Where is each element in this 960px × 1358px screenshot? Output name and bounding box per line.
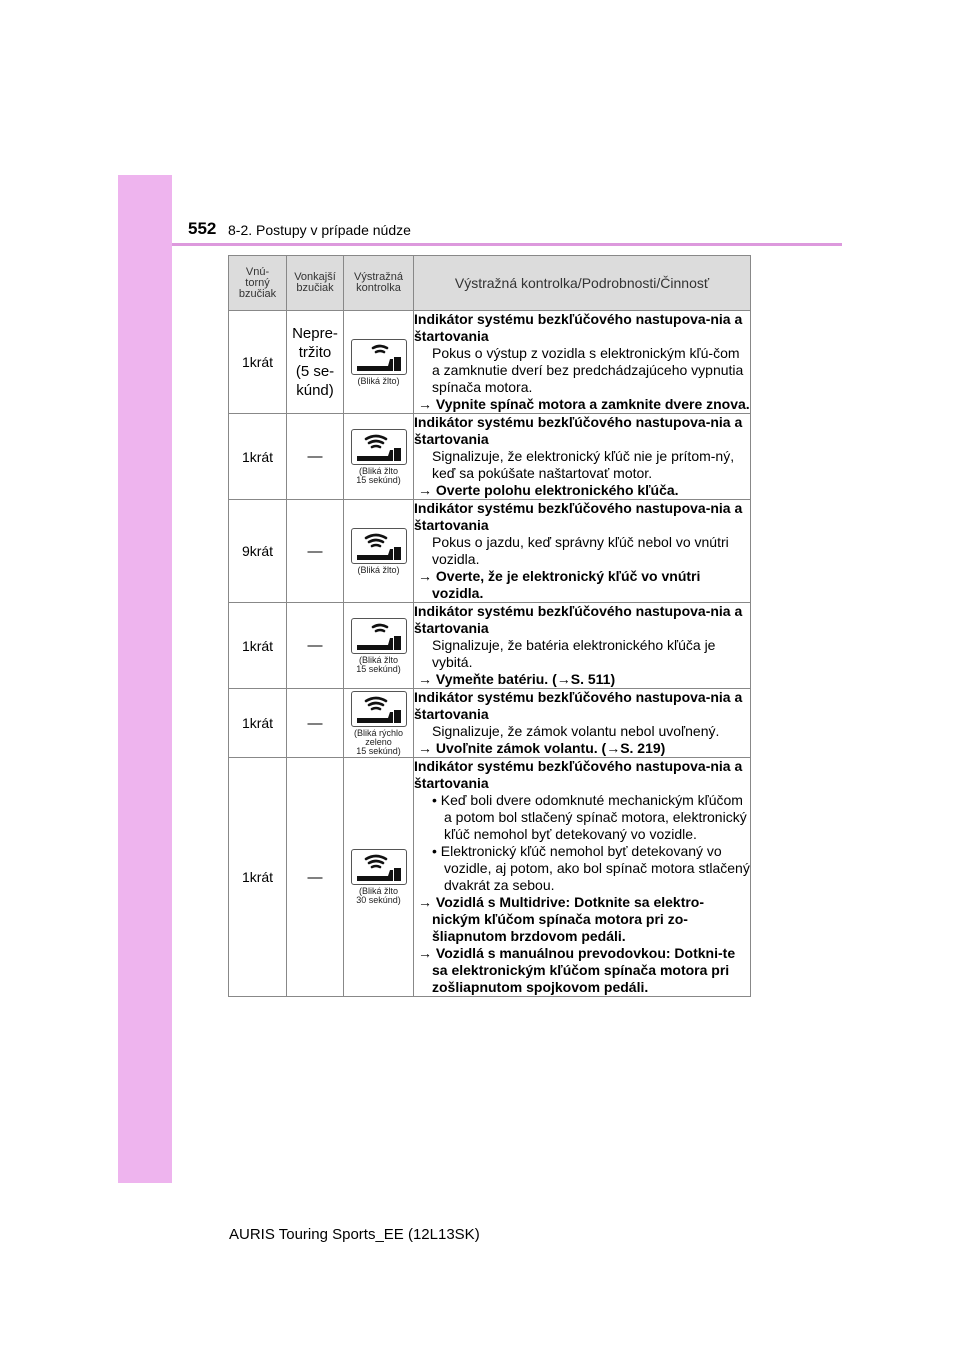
warning-details: Pokus o výstup z vozidla s elektronickým kľú-čom a zamknutie dverí bez predchádzajúceho vypnutia spínača motora.: [432, 345, 744, 395]
light-note: (Bliká rýchlo zeleno 15 sekúnd): [353, 727, 403, 756]
header-warning-light: Výstražná kontrolka: [344, 256, 414, 311]
warning-light-cell: [344, 311, 414, 414]
table-row: [229, 500, 751, 603]
table-row: [229, 689, 751, 758]
details-cell: [414, 311, 751, 414]
warning-title: Indikátor systému bezkľúčového nastupova-nia a štartovania: [414, 603, 743, 636]
section-title: 8-2. Postupy v prípade núdze: [228, 222, 411, 238]
table-row: [229, 758, 751, 997]
header-exterior-buzzer: Vonkajší bzučiak: [287, 256, 344, 311]
action-text: → Vymeňte batériu. (→S. 511): [418, 671, 616, 687]
details-cell: [414, 414, 751, 500]
action-text: → Uvoľnite zámok volantu. (→S. 219): [418, 740, 666, 756]
action-text: → Vozidlá s Multidrive: Dotknite sa elektro-nickým kľúčom spínača motora pri zo-šliapnutom brzdovom pedáli.: [418, 894, 705, 944]
header-interior-buzzer: Vnú- torný bzučiak: [229, 256, 287, 311]
warning-details: Signalizuje, že elektronický kľúč nie je prítom-ný, keď sa pokúšate naštartovať motor.: [432, 448, 735, 481]
action-text: → Vozidlá s manuálnou prevodovkou: Dotkni-te sa elektronickým kľúčom spínača motora pri zošliapnutom spojkovom pedáli.: [418, 945, 736, 995]
exterior-buzzer-cell: Nepre- tržito (5 se- kúnd): [287, 311, 344, 414]
warning-title: Indikátor systému bezkľúčového nastupova-nia a štartovania: [414, 689, 743, 722]
detail-bullet: • Elektronický kľúč nemohol byť detekovaný vo vozidle, aj potom, ako bol spínač motora stlačený dvakrát za sebou.: [432, 843, 750, 893]
exterior-buzzer-cell: —: [287, 758, 344, 997]
table-row: [229, 414, 751, 500]
exterior-buzzer-cell: —: [287, 603, 344, 689]
footer-text: AURIS Touring Sports_EE (12L13SK): [229, 1226, 480, 1243]
warning-light-cell: [344, 758, 414, 997]
interior-buzzer-cell: 1krát: [229, 311, 287, 414]
interior-buzzer-cell: 1krát: [229, 758, 287, 997]
warning-details: Signalizuje, že batéria elektronického kľúča je vybitá.: [432, 637, 716, 670]
details-cell: [414, 500, 751, 603]
light-note: (Bliká žlto 15 sekúnd): [356, 465, 401, 485]
warning-title: Indikátor systému bezkľúčového nastupova-nia a štartovania: [414, 758, 743, 791]
light-note: (Bliká žlto 30 sekúnd): [356, 886, 401, 905]
warning-light-cell: [344, 689, 414, 758]
detail-bullet: • Keď boli dvere odomknuté mechanickým kľúčom a potom bol stlačený spínač motora, elektronický kľúč nemohol byť detekovaný vo vozidle.: [432, 792, 747, 842]
warning-title: Indikátor systému bezkľúčového nastupova-nia a štartovania: [414, 500, 743, 533]
sidebar-tab: [118, 175, 172, 1183]
details-cell: [414, 689, 751, 758]
interior-buzzer-cell: 1krát: [229, 414, 287, 500]
warning-light-cell: [344, 414, 414, 500]
key-lock-icon: [351, 618, 407, 654]
key-wave-icon: [351, 528, 407, 564]
details-cell: [414, 758, 751, 997]
warning-details: Signalizuje, že zámok volantu nebol uvoľnený.: [432, 723, 720, 739]
interior-buzzer-cell: 1krát: [229, 689, 287, 758]
light-note: (Bliká žlto): [357, 375, 400, 386]
warning-title: Indikátor systému bezkľúčového nastupova-nia a štartovania: [414, 311, 743, 344]
table-header-row: [229, 256, 751, 311]
table-row: [229, 603, 751, 689]
light-note: (Bliká žlto): [357, 564, 400, 575]
warning-light-cell: [344, 603, 414, 689]
interior-buzzer-cell: 1krát: [229, 603, 287, 689]
action-text: → Vypnite spínač motora a zamknite dvere znova.: [418, 396, 750, 412]
interior-buzzer-cell: 9krát: [229, 500, 287, 603]
header-rule: [172, 243, 842, 246]
table-row: [229, 311, 751, 414]
exterior-buzzer-cell: —: [287, 500, 344, 603]
key-wave-icon: [351, 849, 407, 885]
page-number: 552: [188, 219, 217, 238]
action-text: → Overte polohu elektronického kľúča.: [418, 482, 679, 498]
warning-light-cell: [344, 500, 414, 603]
header-details: Výstražná kontrolka/Podrobnosti/Činnosť: [414, 256, 751, 311]
exterior-buzzer-cell: —: [287, 689, 344, 758]
action-text: → Overte, že je elektronický kľúč vo vnútri vozidla.: [418, 568, 701, 601]
warning-details: Pokus o jazdu, keď správny kľúč nebol vo vnútri vozidla.: [432, 534, 729, 567]
warning-title: Indikátor systému bezkľúčového nastupova-nia a štartovania: [414, 414, 743, 447]
key-lock-icon: [351, 339, 407, 375]
exterior-buzzer-cell: —: [287, 414, 344, 500]
details-cell: [414, 603, 751, 689]
warning-table: [228, 255, 751, 997]
key-wave-icon: [351, 691, 407, 727]
key-wave-icon: [351, 429, 407, 465]
light-note: (Bliká žlto 15 sekúnd): [356, 654, 401, 674]
